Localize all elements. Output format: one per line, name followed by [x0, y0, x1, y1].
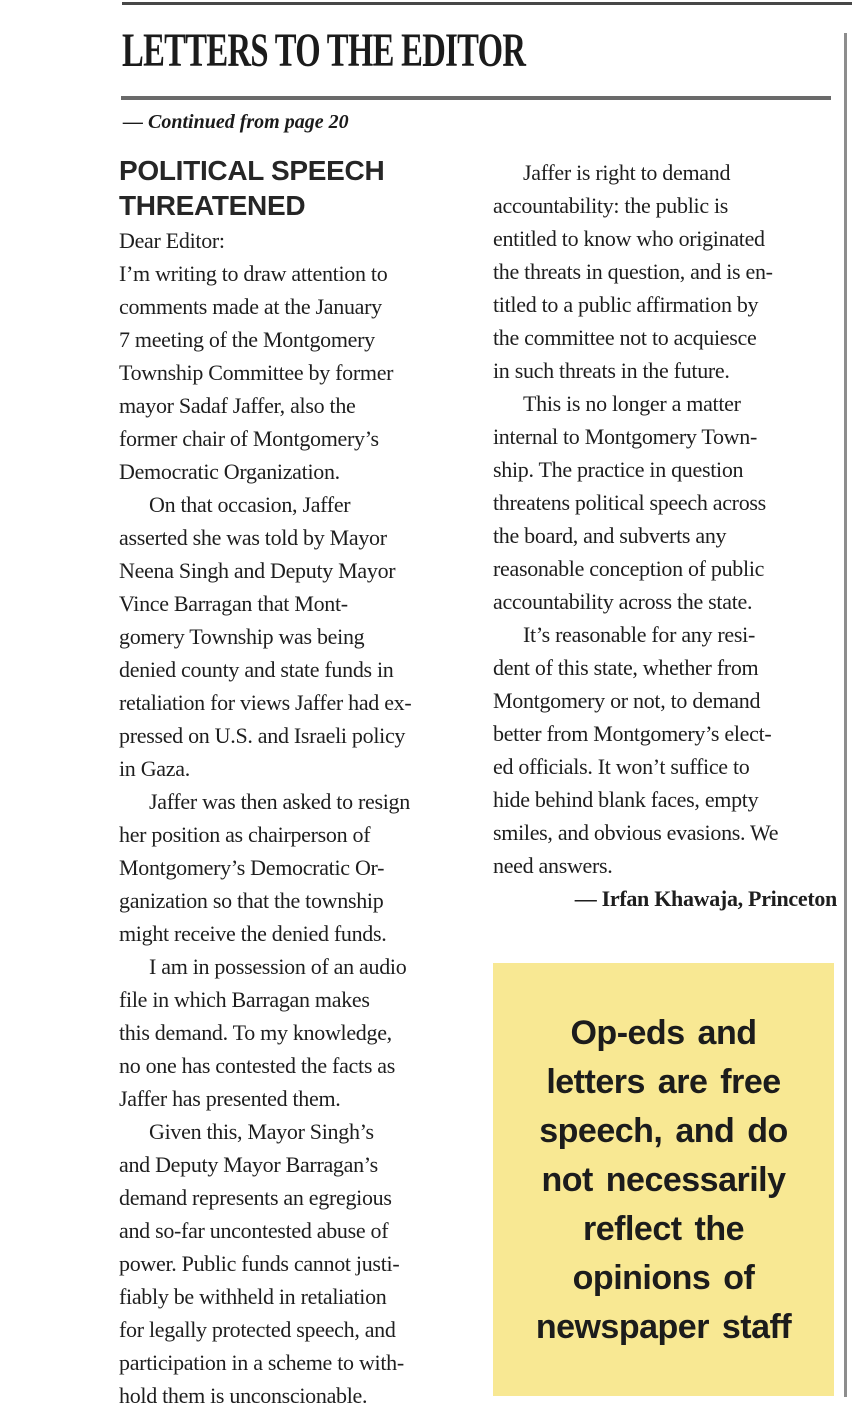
continued-from-note: — Continued from page 20 — [123, 111, 349, 133]
left-column — [119, 153, 471, 1412]
text-line: Democratic Organization. — [119, 459, 340, 484]
text-line: ganization so that the township — [119, 888, 384, 913]
text-line: Neena Singh and Deputy Mayor — [119, 558, 396, 583]
text-line: no one has contested the facts as — [119, 1053, 396, 1078]
text-line: the board, and subverts any — [493, 523, 727, 548]
text-line: internal to Montgomery Town- — [493, 424, 758, 449]
text-line: file in which Barragan makes — [119, 987, 370, 1012]
text-line: former chair of Montgomery’s — [119, 426, 379, 451]
text-line: titled to a public affirmation by — [493, 292, 759, 317]
text-line: This is no longer a matter — [523, 391, 741, 416]
text-line: It’s reasonable for any resi- — [523, 622, 755, 647]
letter-body-right — [493, 156, 837, 915]
disclaimer-line: reflect the — [583, 1210, 744, 1248]
right-column — [493, 156, 837, 915]
letter-heading-line: THREATENED — [119, 190, 306, 221]
text-line: I’m writing to draw attention to — [119, 261, 388, 286]
text-line: reasonable conception of public — [493, 556, 765, 581]
text-line: retaliation for views Jaffer had ex- — [119, 690, 412, 715]
text-line: ed officials. It won’t suffice to — [493, 754, 750, 779]
disclaimer-line: not necessarily — [541, 1161, 786, 1199]
text-line: fiably be withheld in retaliation — [119, 1284, 387, 1309]
masthead-divider-rule — [121, 96, 831, 100]
text-line: for legally protected speech, and — [119, 1317, 396, 1342]
letter-heading — [119, 153, 471, 223]
text-line: smiles, and obvious evasions. We — [493, 820, 779, 845]
text-line: Township Committee by former — [119, 360, 394, 385]
letter-heading-line: POLITICAL SPEECH — [119, 155, 385, 186]
text-line: power. Public funds cannot justi- — [119, 1251, 400, 1276]
text-line: Jaffer has presented them. — [119, 1086, 341, 1111]
text-line: dent of this state, whether from — [493, 655, 759, 680]
text-line: accountability: the public is — [493, 193, 729, 218]
text-line: participation in a scheme to with- — [119, 1350, 404, 1375]
text-line: need answers. — [493, 853, 613, 878]
disclaimer-line: letters are free — [546, 1063, 781, 1101]
text-line: gomery Township was being — [119, 624, 365, 649]
text-line: denied county and state funds in — [119, 657, 394, 682]
text-line: her position as chairperson of — [119, 822, 371, 847]
text-line: demand represents an egregious — [119, 1185, 392, 1210]
text-line: Given this, Mayor Singh’s — [149, 1119, 374, 1144]
text-line: the threats in question, and is en- — [493, 259, 773, 284]
text-line: might receive the denied funds. — [119, 921, 387, 946]
text-line: comments made at the January — [119, 294, 382, 319]
text-line: pressed on U.S. and Israeli policy — [119, 723, 406, 748]
text-line: better from Montgomery’s elect- — [493, 721, 772, 746]
disclaimer-line: newspaper staff — [535, 1308, 792, 1346]
text-line: ship. The practice in question — [493, 457, 744, 482]
text-line: and so-far uncontested abuse of — [119, 1218, 389, 1243]
text-line: Jaffer is right to demand — [523, 160, 731, 185]
text-line: Dear Editor: — [119, 228, 225, 253]
disclaimer-line: opinions of — [572, 1259, 755, 1297]
text-line: Montgomery’s Democratic Or- — [119, 855, 385, 880]
disclaimer-line: speech, and do — [539, 1112, 788, 1150]
text-line: hold them is unconscionable. — [119, 1383, 368, 1408]
text-line: accountability across the state. — [493, 589, 753, 614]
text-line: this demand. To my knowledge, — [119, 1020, 392, 1045]
text-line: mayor Sadaf Jaffer, also the — [119, 393, 356, 418]
disclaimer-line: Op-eds and — [570, 1014, 757, 1052]
disclaimer-box — [493, 963, 834, 1396]
text-line: entitled to know who originated — [493, 226, 765, 251]
text-line: in Gaza. — [119, 756, 190, 781]
column-edge-rule — [844, 33, 847, 1397]
text-line: threatens political speech across — [493, 490, 766, 515]
text-line: Vince Barragan that Mont- — [119, 591, 348, 616]
text-line: hide behind blank faces, empty — [493, 787, 759, 812]
text-line: in such threats in the future. — [493, 358, 730, 383]
text-line: Jaffer was then asked to resign — [149, 789, 410, 814]
text-line: — Irfan Khawaja, Princeton — [574, 886, 837, 911]
text-line: and Deputy Mayor Barragan’s — [119, 1152, 378, 1177]
text-line: Montgomery or not, to demand — [493, 688, 761, 713]
text-line: On that occasion, Jaffer — [149, 492, 351, 517]
letter-body-left — [119, 224, 471, 1412]
text-line: I am in possession of an audio — [149, 954, 407, 979]
top-rule — [122, 2, 852, 5]
text-line: the committee not to acquiesce — [493, 325, 757, 350]
section-title: LETTERS TO THE EDITOR — [122, 24, 526, 77]
text-line: asserted she was told by Mayor — [119, 525, 387, 550]
text-line: 7 meeting of the Montgomery — [119, 327, 375, 352]
